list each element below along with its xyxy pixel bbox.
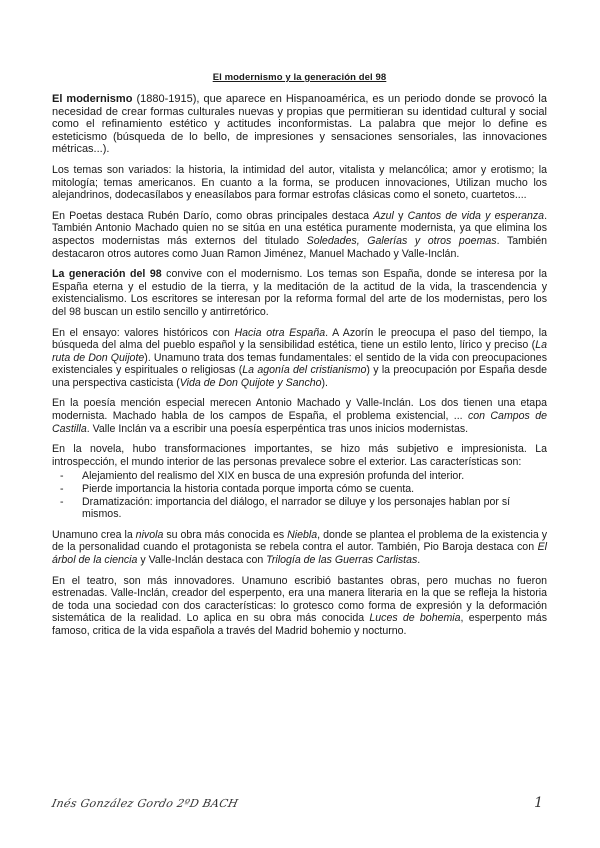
text-run: ). Unamuno trata dos temas fundamentales: el sentido de la vida con preocupaciones existenciales y espirituales o religiosas ( <box>52 351 547 377</box>
term-modernismo: El modernismo <box>52 93 133 105</box>
page-number: 1 <box>534 795 543 811</box>
text-run: , esperpento más famoso, critica de la vida española a través del Madrid bohemio y nocturno. <box>52 612 547 637</box>
list-item: - Pierde importancia la historia contada porque importa cómo se cuenta. <box>82 483 547 496</box>
text-run: En la poesía mención especial merecen Antonio Machado y Valle-Inclán. Los dos tienen una etapa modernista. Machado habla de los campos de España, el problema existencial, ... <box>52 397 547 423</box>
handwritten-signature: Inés González Gordo 2ºD BACH <box>50 797 240 810</box>
paragraph-unamuno <box>52 529 547 567</box>
document-page <box>52 72 547 646</box>
paragraph-teatro <box>52 575 547 638</box>
text-run: , donde se plantea el problema de la existencia y de la personalidad cuando el protagonista se rebela contra el autor. También, Pio Baroja destaca con <box>52 528 547 554</box>
work-title: La agonía del cristianismo <box>242 364 367 377</box>
work-title: Niebla <box>287 528 318 541</box>
work-title: Azul <box>373 209 394 222</box>
paragraph-generacion-98 <box>52 268 547 318</box>
list-item: - Dramatización: importancia del diálogo, el narrador se diluye y los personajes hablan por sí mismos. <box>82 496 547 521</box>
text-run: y Valle-Inclán destaca con <box>137 554 267 566</box>
work-title: Soledades, Galerías y otros poemas <box>306 234 497 247</box>
paragraph-poesia <box>52 397 547 435</box>
work-title: El árbol de la ciencia <box>52 541 547 566</box>
characteristics-list <box>52 470 547 520</box>
work-title: Hacia otra España <box>234 326 326 339</box>
text-run: En el ensayo: valores históricos con <box>52 326 235 339</box>
text-run: su obra más conocida es <box>163 528 288 541</box>
text-run: . También Antonio Machado quien no se sitúa en una estética puramente modernista, ya que elimina los aspectos modernistas más externos del titulado <box>52 209 548 247</box>
paragraph-novela: En la novela, hubo transformaciones importantes, se hizo más subjetivo e impresionista. La introspección, el mundo interior de las personas prevalece sobre el exterior. Las características son: <box>52 443 547 468</box>
text-run: En el teatro, son más innovadores. Unamuno escribió bastantes obras, pero muchas no fueron estrenadas. Valle-Inclán, creador del esperpento, era una manera literaria en la que se refleja la historia de toda una sociedad con dos características: lo grotesco como forma de expresión y la deformación sistemática de la realidad. Lo aplica en su obra más conocida <box>52 574 547 625</box>
text-run: Unamuno crea la <box>52 528 136 541</box>
paragraph-modernismo <box>52 93 547 156</box>
text-run: En Poetas destaca Rubén Darío, como obras principales destaca <box>52 209 374 222</box>
text-run: . Valle Inclán va a escribir una poesía esperpéntica tras unos inicios modernistas. <box>86 422 469 435</box>
term-generacion-98: La generación del 98 <box>52 268 162 281</box>
work-title: La ruta de Don Quijote <box>52 339 547 364</box>
work-title: Luces de bohemia <box>369 612 461 625</box>
paragraph-temas: Los temas son variados: la historia, la intimidad del autor, vitalista y melancólica; amor y erotismo; la mitología; temas americanos. En cuanto a la forma, se producen innovaciones, Utilizan mucho los alejandrinos, dodecasílabos y eneasílabos para formar estrofas clásicas como el soneto, cuartetos.... <box>52 163 547 202</box>
text-run: y <box>393 209 408 222</box>
text-run: . También destacaron otros autores como Juan Ramon Jiménez, Manuel Machado y Valle-Inclán. <box>52 234 547 260</box>
paragraph-poetas <box>52 210 547 260</box>
text-run: ). <box>321 376 329 389</box>
text-run: . <box>417 554 421 566</box>
list-item: - Alejamiento del realismo del XIX en busca de una expresión profunda del interior. <box>82 470 547 483</box>
work-title: nivola <box>135 528 164 541</box>
work-title: Trilogía de las Guerras Carlistas <box>266 554 418 566</box>
paragraph-text: (1880-1915), que aparece en Hispanoamérica, es un periodo donde se provocó la necesidad de crear formas culturales nuevas y propias que permitieran su identidad cultural y social como el refinamiento estético y actitudes inconformistas. La palabra que mejor lo define es esteticismo (búsqueda de lo bello, de impresiones y sensaciones sensoriales, las innovaciones métricas...). <box>52 93 547 156</box>
text-run: ) y la preocupación por España desde una perspectiva casticista ( <box>52 364 547 389</box>
page-footer <box>52 797 547 817</box>
paragraph-text: convive con el modernismo. Los temas son España, donde se interesa por la España eterna y el estudio de la tierra, y la meditación de la actitud de la vida, la trascendencia y existencialismo. Los escritores se interesan por la reforma formal del arte de los modernistas, pero los del 98 buscan un estilo sencillo y antirretórico. <box>52 268 547 318</box>
work-title: con Campos de Castilla <box>52 410 547 435</box>
paragraph-ensayo <box>52 327 547 390</box>
document-title: El modernismo y la generación del 98 <box>212 72 387 83</box>
text-run: . A Azorín le preocupa el paso del tiempo, la búsqueda del alma del pueblo español y la sensibilidad estética, tiene un estilo lento, lírico y preciso ( <box>52 326 548 352</box>
work-title: Vida de Don Quijote y Sancho <box>179 376 322 389</box>
work-title: Cantos de vida y esperanza <box>407 209 545 222</box>
